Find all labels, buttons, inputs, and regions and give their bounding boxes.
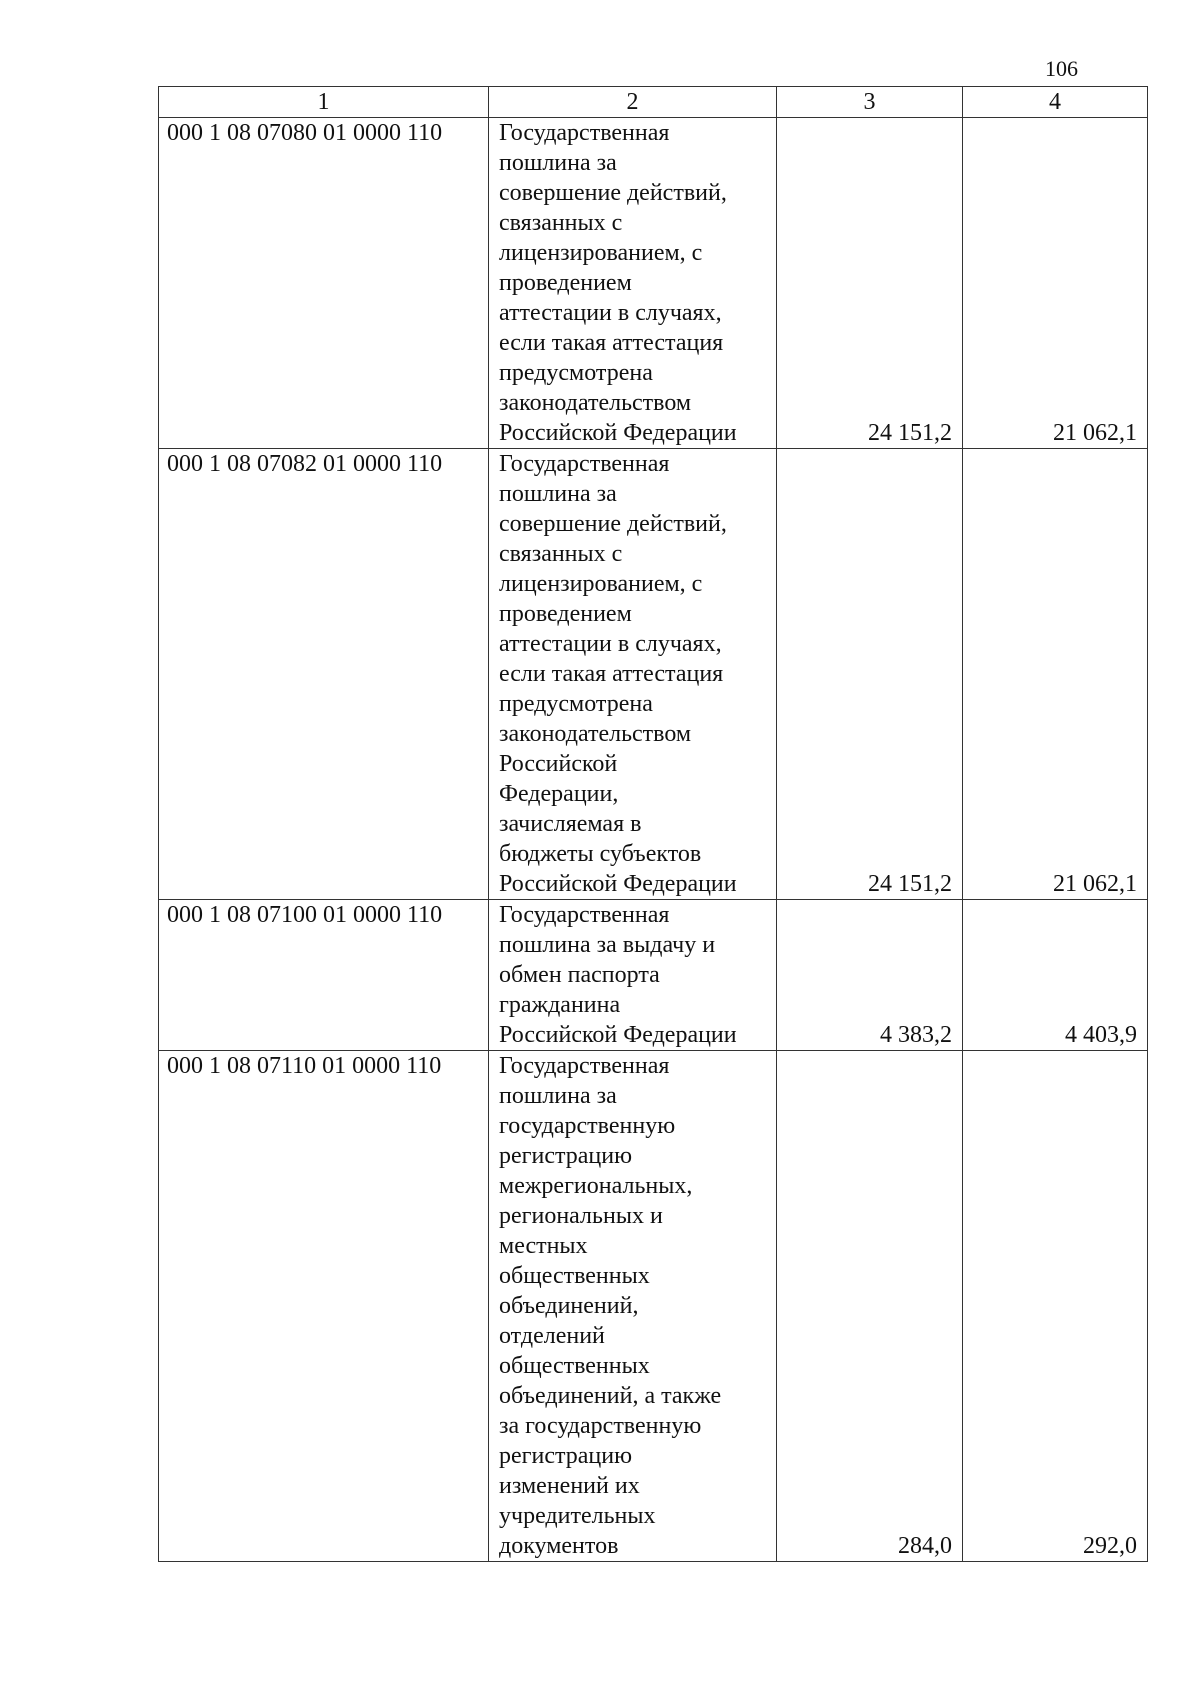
description-line: Российской Федерации — [499, 1022, 737, 1048]
budget-code-cell: 000 1 08 07100 01 0000 110 — [159, 900, 489, 1051]
value-col3-cell: 284,0 — [777, 1051, 963, 1562]
description-line: предусмотрена — [499, 360, 653, 386]
budget-code-cell: 000 1 08 07110 01 0000 110 — [159, 1051, 489, 1562]
table-row — [159, 449, 1148, 900]
description-line: пошлина за — [499, 150, 617, 176]
description-line: документов — [499, 1533, 619, 1559]
value-col4-cell: 21 062,1 — [963, 118, 1148, 449]
description-cell — [489, 1051, 777, 1562]
description-line: местных — [499, 1233, 588, 1259]
value-col4-cell: 21 062,1 — [963, 449, 1148, 900]
description-cell — [489, 118, 777, 449]
description-line: региональных и — [499, 1203, 663, 1229]
description-line: лицензированием, с — [499, 240, 703, 266]
description-cell — [489, 449, 777, 900]
description-line: межрегиональных, — [499, 1173, 693, 1199]
value-col3-cell: 24 151,2 — [777, 118, 963, 449]
column-header-2: 2 — [489, 87, 777, 118]
header-row — [159, 87, 1148, 118]
description-line: предусмотрена — [499, 691, 653, 717]
description-line: пошлина за — [499, 1083, 617, 1109]
description-line: связанных с — [499, 210, 623, 236]
column-header-1: 1 — [159, 87, 489, 118]
page-number: 106 — [1045, 56, 1078, 81]
value-col3-cell: 4 383,2 — [777, 900, 963, 1051]
table-row — [159, 1051, 1148, 1562]
value-col4-cell: 4 403,9 — [963, 900, 1148, 1051]
description-line: Российской — [499, 751, 618, 777]
description-line: пошлина за выдачу и — [499, 932, 716, 958]
description-line: Государственная — [499, 1053, 670, 1079]
budget-code-cell: 000 1 08 07082 01 0000 110 — [159, 449, 489, 900]
table-row — [159, 900, 1148, 1051]
description-line: Российской Федерации — [499, 871, 737, 897]
description-line: гражданина — [499, 992, 621, 1018]
description-line: регистрацию — [499, 1143, 633, 1169]
column-header-3: 3 — [777, 87, 963, 118]
description-line: если такая аттестация — [499, 661, 724, 687]
table-body — [159, 118, 1148, 1562]
description-line: зачисляемая в — [499, 811, 642, 837]
description-line: Государственная — [499, 451, 670, 477]
description-line: обмен паспорта — [499, 962, 660, 988]
description-line: Государственная — [499, 120, 670, 146]
budget-code-cell: 000 1 08 07080 01 0000 110 — [159, 118, 489, 449]
description-line: проведением — [499, 601, 632, 627]
description-line: если такая аттестация — [499, 330, 724, 356]
description-line: пошлина за — [499, 481, 617, 507]
description-line: Российской Федерации — [499, 420, 737, 446]
description-line: связанных с — [499, 541, 623, 567]
description-line: изменений их — [499, 1473, 640, 1499]
column-header-4: 4 — [963, 87, 1148, 118]
description-cell — [489, 900, 777, 1051]
description-line: бюджеты субъектов — [499, 841, 702, 867]
description-line: учредительных — [499, 1503, 656, 1529]
description-line: законодательством — [499, 721, 692, 747]
description-line: Государственная — [499, 902, 670, 928]
description-line: общественных — [499, 1263, 650, 1289]
description-line: объединений, а также — [499, 1383, 722, 1409]
description-line: аттестации в случаях, — [499, 300, 722, 326]
description-line: совершение действий, — [499, 180, 727, 206]
description-line: за государственную — [499, 1413, 702, 1439]
description-line: отделений — [499, 1323, 605, 1349]
description-line: законодательством — [499, 390, 692, 416]
description-line: государственную — [499, 1113, 676, 1139]
description-line: Федерации, — [499, 781, 619, 807]
description-line: проведением — [499, 270, 632, 296]
description-line: лицензированием, с — [499, 571, 703, 597]
table-row — [159, 118, 1148, 449]
value-col3-cell: 24 151,2 — [777, 449, 963, 900]
budget-revenue-table — [158, 86, 1148, 1562]
description-line: объединений, — [499, 1293, 639, 1319]
description-line: совершение действий, — [499, 511, 727, 537]
description-line: регистрацию — [499, 1443, 633, 1469]
value-col4-cell: 292,0 — [963, 1051, 1148, 1562]
description-line: аттестации в случаях, — [499, 631, 722, 657]
description-line: общественных — [499, 1353, 650, 1379]
